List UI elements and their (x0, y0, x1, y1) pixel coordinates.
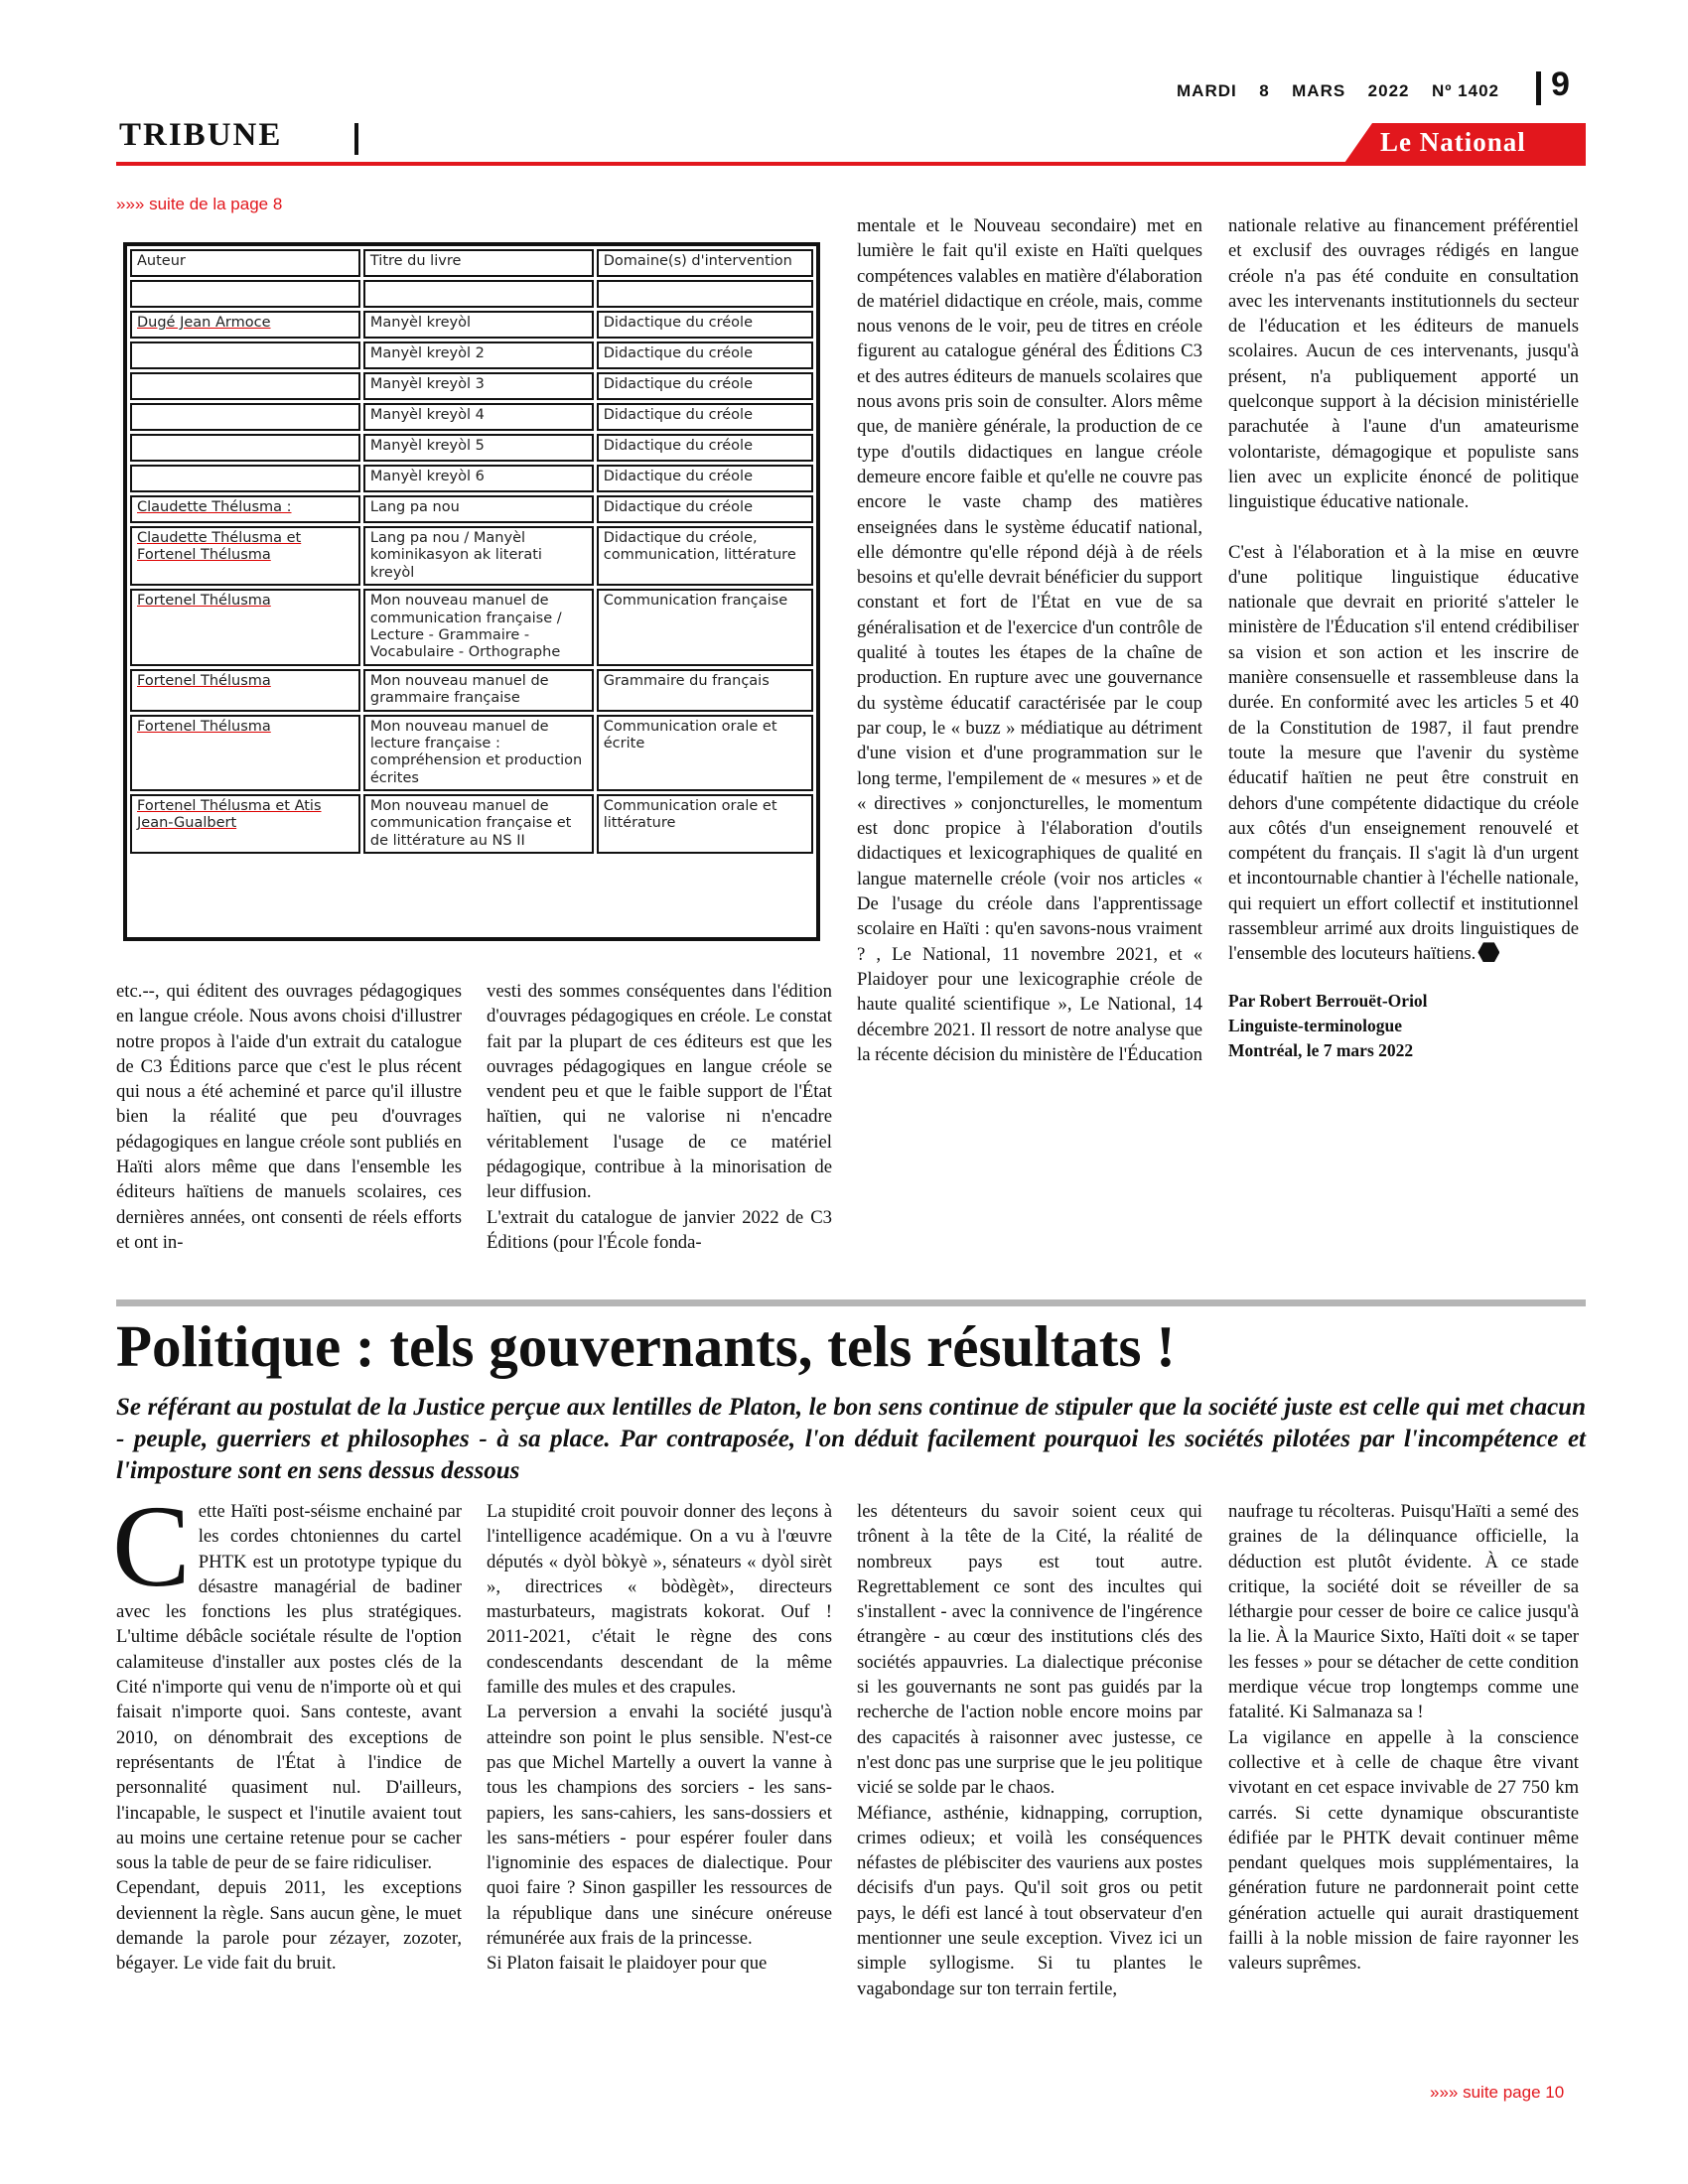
table-header-cell: Auteur (130, 249, 360, 277)
domain-cell: Didactique du créole (597, 465, 813, 492)
catalogue-table (127, 246, 816, 857)
author-cell: Fortenel Thélusma et Atis Jean-Gualbert (130, 794, 360, 854)
dateline-day: MARDI (1177, 81, 1237, 100)
title-cell: Lang pa nou (363, 495, 594, 523)
title-cell: Manyèl kreyòl (363, 311, 594, 339)
catalogue-table-image (123, 242, 820, 941)
table-row (130, 715, 813, 792)
article1-paragraph: C'est à l'élaboration et à la mise en œuvre d'une politique linguistique éducative nationale que devrait en priorité s'atteler le ministère de l'Éducation s'il entend crédibiliser sa vision et son action et les inscrire de manière consensuelle et rassembleuse dans la durée. En conformité avec les articles 5 et 40 de la Constitution de 1987, il faut prendre toute la mesure que l'avenir du système éducatif haïtien ne peut être construit en dehors d'une compétente didactique du créole aux côtés d'un enseignement renouvelé et compétent du français. Il s'agit là d'un urgent et incontournable chantier à l'échelle nationale, qui requiert un effort collectif et institutionnel rassembleur arrimé aux droits linguistiques de l'ensemble des locuteurs haïtiens. (1228, 541, 1579, 965)
article2-paragraph: ette Haïti post-séisme enchainé par les cordes chtoniennes du cartel PHTK est un prototype typique du désastre managérial de badiner avec les fonctions les plus stratégiques. L'ultime débâcle sociétale résulte de l'option calamiteuse d'installer aux postes clés de la Cité n'importe qui venu de n'importe où et qui faisait n'importe quoi. Sans conteste, avant 2010, on dénombrait des exceptions de représentants de l'État à l'indice de personnalité quasiment nul. D'ailleurs, l'incapable, le suspect et l'inutile avaient tout au moins une certaine retenue pour se cacher sous la table de peur de se faire ridiculiser. (116, 1501, 462, 1874)
domain-cell: Grammaire du français (597, 669, 813, 712)
table-header-cell: Domaine(s) d'intervention (597, 249, 813, 277)
end-of-article-icon (1477, 942, 1499, 962)
author-cell: Claudette Thélusma et Fortenel Thélusma (130, 526, 360, 586)
article2-paragraph: naufrage tu récolteras. Puisqu'Haïti a semé des graines de la délinquance officielle, la déduction est plutôt évidente. À ce stade critique, la société doit se réveiller de sa léthargie pour cesser de boire ce calice jusqu'à la lie. À la Maurice Sixto, Haïti doit « se taper les fesses » pour se détacher de cette condition merdique vécue trop longtemps comme une fatalité. Ki Salmanaza sa ! (1228, 1501, 1579, 1723)
table-row (130, 465, 813, 492)
dateline-month: MARS (1292, 81, 1346, 100)
table-row (130, 403, 813, 431)
domain-cell: Didactique du créole (597, 403, 813, 431)
title-cell: Manyèl kreyòl 3 (363, 372, 594, 400)
newspaper-name: Le National (1380, 127, 1526, 157)
title-cell: Manyèl kreyòl 6 (363, 465, 594, 492)
article1-paragraph: nationale relative au financement préférentiel et exclusif des ouvrages rédigés en langue créole n'a pas été conduite en consultation avec les intervenants institutionnels du secteur de l'éducation et les éditeurs de manuels scolaires. Aucun de ces intervenants, jusqu'à présent, n'a publiquement apporté un quelconque support à la décision ministérielle parachutée à l'aune d'un amateurisme volontariste, démagogique et populiste sans lien avec un explicite énoncé de politique linguistique éducative nationale. (1228, 215, 1579, 513)
author-cell (130, 465, 360, 492)
domain-cell: Communication orale et littérature (597, 794, 813, 854)
drop-cap: C (112, 1481, 191, 1611)
domain-cell (597, 280, 813, 308)
article2-paragraph: Cependant, depuis 2011, les exceptions deviennent la règle. Sans aucun gène, le muet demande la parole pour zézayer, zozoter, bégayer. Le vide fait du bruit. (116, 1877, 462, 1975)
article2-paragraph: La stupidité croit pouvoir donner des leçons à l'intelligence académique. On a vu à l'œuvre députés « dyòl bòkyè », sénateurs « dyòl sirèt », directrices « bòdègèt», directeurs masturbateurs, magistrats kokorat. Ouf ! 2011-2021, c'était le règne des cons condescendants descendant de la même famille des mules et des crapules. (487, 1501, 832, 1699)
domain-cell: Didactique du créole (597, 372, 813, 400)
author-cell: Fortenel Thélusma (130, 669, 360, 712)
title-cell: Manyèl kreyòl 4 (363, 403, 594, 431)
title-cell: Lang pa nou / Manyèl kominikasyon ak literati kreyòl (363, 526, 594, 586)
article2-column-2 (487, 1499, 832, 1977)
domain-cell: Didactique du créole (597, 341, 813, 369)
title-cell (363, 280, 594, 308)
article1-paragraph: L'extrait du catalogue de janvier 2022 de C3 Éditions (pour l'École fonda- (487, 1206, 832, 1253)
author-cell: Fortenel Thélusma (130, 589, 360, 666)
table-header-row (130, 249, 813, 277)
article-separator (116, 1299, 1586, 1306)
issue-dateline (1177, 81, 1499, 101)
author-cell: Dugé Jean Armoce (130, 311, 360, 339)
table-row (130, 669, 813, 712)
article2-headline: Politique : tels gouvernants, tels résultats ! (116, 1313, 1176, 1379)
title-cell: Manyèl kreyòl 2 (363, 341, 594, 369)
domain-cell: Didactique du créole (597, 434, 813, 462)
article2-paragraph: les détenteurs du savoir soient ceux qui trônent à la tête de la Cité, la réalité de nombreux pays est tout autre. Regrettablement ce sont des incultes qui s'installent - avec la connivence de l'ingérence étrangère - au cœur des institutions clés des sociétés appauvries. La dialectique préconise si les gouvernants ne sont pas guidés par la recherche de l'action noble encore moins par des capacités à raisonner avec justesse, ce n'est donc pas une surprise que le jeu politique vicié se solde par le chaos. (857, 1501, 1202, 1799)
table-header-cell: Titre du livre (363, 249, 594, 277)
domain-cell: Didactique du créole (597, 311, 813, 339)
domain-cell: Communication française (597, 589, 813, 666)
article2-paragraph: La perversion a envahi la société jusqu'à atteindre son point le plus sensible. N'est-ce pas que Michel Martelly a ouvert la vanne à tous les champions des sorciers - les sans-papiers, les sans-cahiers, les sans-dossiers et les sans-métiers - pour espérer fouler dans l'ignominie des espaces de dialectique. Pour quoi faire ? Sinon gaspiller les ressources de la république dans une sinécure onéreuse rémunérée aux frais de la princesse. (487, 1702, 832, 1950)
author-cell (130, 434, 360, 462)
section-title: TRIBUNE (119, 117, 283, 153)
dateline-date: 8 (1259, 81, 1270, 100)
author-place-date: Montréal, le 7 mars 2022 (1228, 1039, 1414, 1060)
title-cell: Mon nouveau manuel de communication française et de littérature au NS II (363, 794, 594, 854)
article1-column-4 (1228, 213, 1579, 1063)
table-row (130, 372, 813, 400)
article1-column-1 (116, 979, 462, 1255)
table-row (130, 589, 813, 666)
article1-column-3 (857, 213, 1202, 1067)
article2-paragraph: Méfiance, asthénie, kidnapping, corruption, crimes odieux; et voilà les conséquences néfastes de plébisciter des vauriens aux postes décisifs d'un pays. Qu'il soit gros ou petit pays, le défi est lancé à tout observateur d'en mentionner une seule exception. Vivez ici un simple syllogisme. Si tu plantes le vagabondage sur ton terrain fertile, (857, 1802, 1202, 1999)
article2-paragraph: La vigilance en appelle à la conscience collective et à celle de chaque être vivant vivotant en cet espace invivable de 27 750 km carrés. Si cette dynamique obscurantiste édifiée par le PHTK devait continuer même pendant quelques mois supplémentaires, la génération future ne pardonnerait point cette génération actuelle qui aurait drastiquement failli à la noble mission de faire rayonner les valeurs suprêmes. (1228, 1726, 1579, 1975)
article1-column-2 (487, 979, 832, 1255)
author-cell (130, 280, 360, 308)
domain-cell: Communication orale et écrite (597, 715, 813, 792)
table-row (130, 495, 813, 523)
article2-paragraph: Si Platon faisait le plaidoyer pour que (487, 1953, 768, 1975)
article2-deck: Se référant au postulat de la Justice perçue aux lentilles de Platon, le bon sens continue de stipuler que la société juste est celle qui met chacun - peuple, guerriers et philosophes - à sa place. Par contraposée, l'on déduit facilement pourquoi les sociétés pilotées par l'incompétence et l'imposture sont en sens dessus dessous (116, 1394, 1586, 1484)
page-number: 9 (1551, 66, 1570, 103)
article1-paragraph: vesti des sommes conséquentes dans l'édition d'ouvrages pédagogiques en créole. Le constat fait par la plupart de ces éditeurs est que les ouvrages pédagogiques en langue créole se vendent peu et que le faible support de l'État haïtien, qui ne valorise ni n'encadre véritablement l'usage de ce matériel pédagogique, contribue à la minorisation de leur diffusion. (487, 981, 832, 1203)
section-divider (354, 123, 358, 155)
domain-cell: Didactique du créole (597, 495, 813, 523)
title-cell: Manyèl kreyòl 5 (363, 434, 594, 462)
table-row (130, 434, 813, 462)
article1-paragraph: etc.--, qui éditent des ouvrages pédagogiques en langue créole. Nous avons choisi d'illustrer notre propos à l'aide d'un extrait du catalogue de C3 Éditions parce que c'est le plus récent qui nous a été acheminé et parce qu'il illustre bien la réalité que peu d'ouvrages pédagogiques en langue créole sont publiés en Haïti alors même que dans l'ensemble les éditeurs haïtiens de manuels scolaires, ces dernières années, ont consenti de réels efforts et ont in- (116, 981, 462, 1253)
issue-number: Nº 1402 (1431, 81, 1499, 100)
title-cell: Mon nouveau manuel de grammaire française (363, 669, 594, 712)
table-row (130, 280, 813, 308)
continued-from-link[interactable]: »»» suite de la page 8 (116, 195, 283, 213)
author-cell (130, 341, 360, 369)
dateline-year: 2022 (1367, 81, 1410, 100)
article2-column-4 (1228, 1499, 1579, 1977)
author-cell (130, 403, 360, 431)
author-cell (130, 372, 360, 400)
article2-column-3 (857, 1499, 1202, 2001)
article2-column-1 (112, 1481, 462, 1977)
header-rule (116, 162, 1586, 166)
author-cell: Fortenel Thélusma (130, 715, 360, 792)
table-row (130, 526, 813, 586)
author-title: Linguiste-terminologue (1228, 1015, 1402, 1035)
title-cell: Mon nouveau manuel de lecture française : compréhension et production écrites (363, 715, 594, 792)
page-number-divider (1536, 71, 1541, 105)
table-row (130, 341, 813, 369)
title-cell: Mon nouveau manuel de communication française / Lecture - Grammaire - Vocabulaire - Orthographe (363, 589, 594, 666)
article1-paragraph: mentale et le Nouveau secondaire) met en lumière le fait qu'il existe en Haïti quelques compétences valables en matière d'élaboration de matériel didactique en créole, mais, comme nous venons de le voir, peu de titres en créole figurent au catalogue général des Éditions C3 et des autres éditeurs de manuels scolaires que nous avons pris soin de consulter. Alors même que, de manière générale, la production de ce type d'outils didactiques en langue créole demeure encore faible et qu'elle ne couvre pas encore le vaste champ des matières enseignées dans le système éducatif national, elle démontre qu'elle répond déjà à de réels besoins et qu'elle devrait bénéficier du support constant et fort de l'État en vue de sa généralisation et de l'exercice d'un contrôle de qualité à toutes les étapes de la chaîne de production. En rupture avec une gouvernance du système éducatif caractérisée par le coup par coup, le « buzz » médiatique au détriment d'une vision et d'une programmation sur le long terme, l'empilement de « mesures » et de « directives » conjoncturelles, le momentum est donc propice à l'élaboration d'outils didactiques et lexicographiques de qualité en langue maternelle créole (voir nos articles « De l'usage du créole dans l'apprentissage scolaire en Haïti : qu'en savons-nous vraiment ? , Le National, 11 novembre 2021, et « Plaidoyer pour une lexicographie créole de haute qualité scientifique », Le National, 14 décembre 2021. Il ressort de notre analyse que la récente décision du ministère de l'Éducation (857, 215, 1202, 1065)
author-byline: Par Robert Berrouët-Oriol (1228, 990, 1428, 1011)
author-cell: Claudette Thélusma : (130, 495, 360, 523)
continued-to-link[interactable]: »»» suite page 10 (1430, 2083, 1565, 2102)
table-row (130, 794, 813, 854)
table-row (130, 311, 813, 339)
domain-cell: Didactique du créole, communication, littérature (597, 526, 813, 586)
